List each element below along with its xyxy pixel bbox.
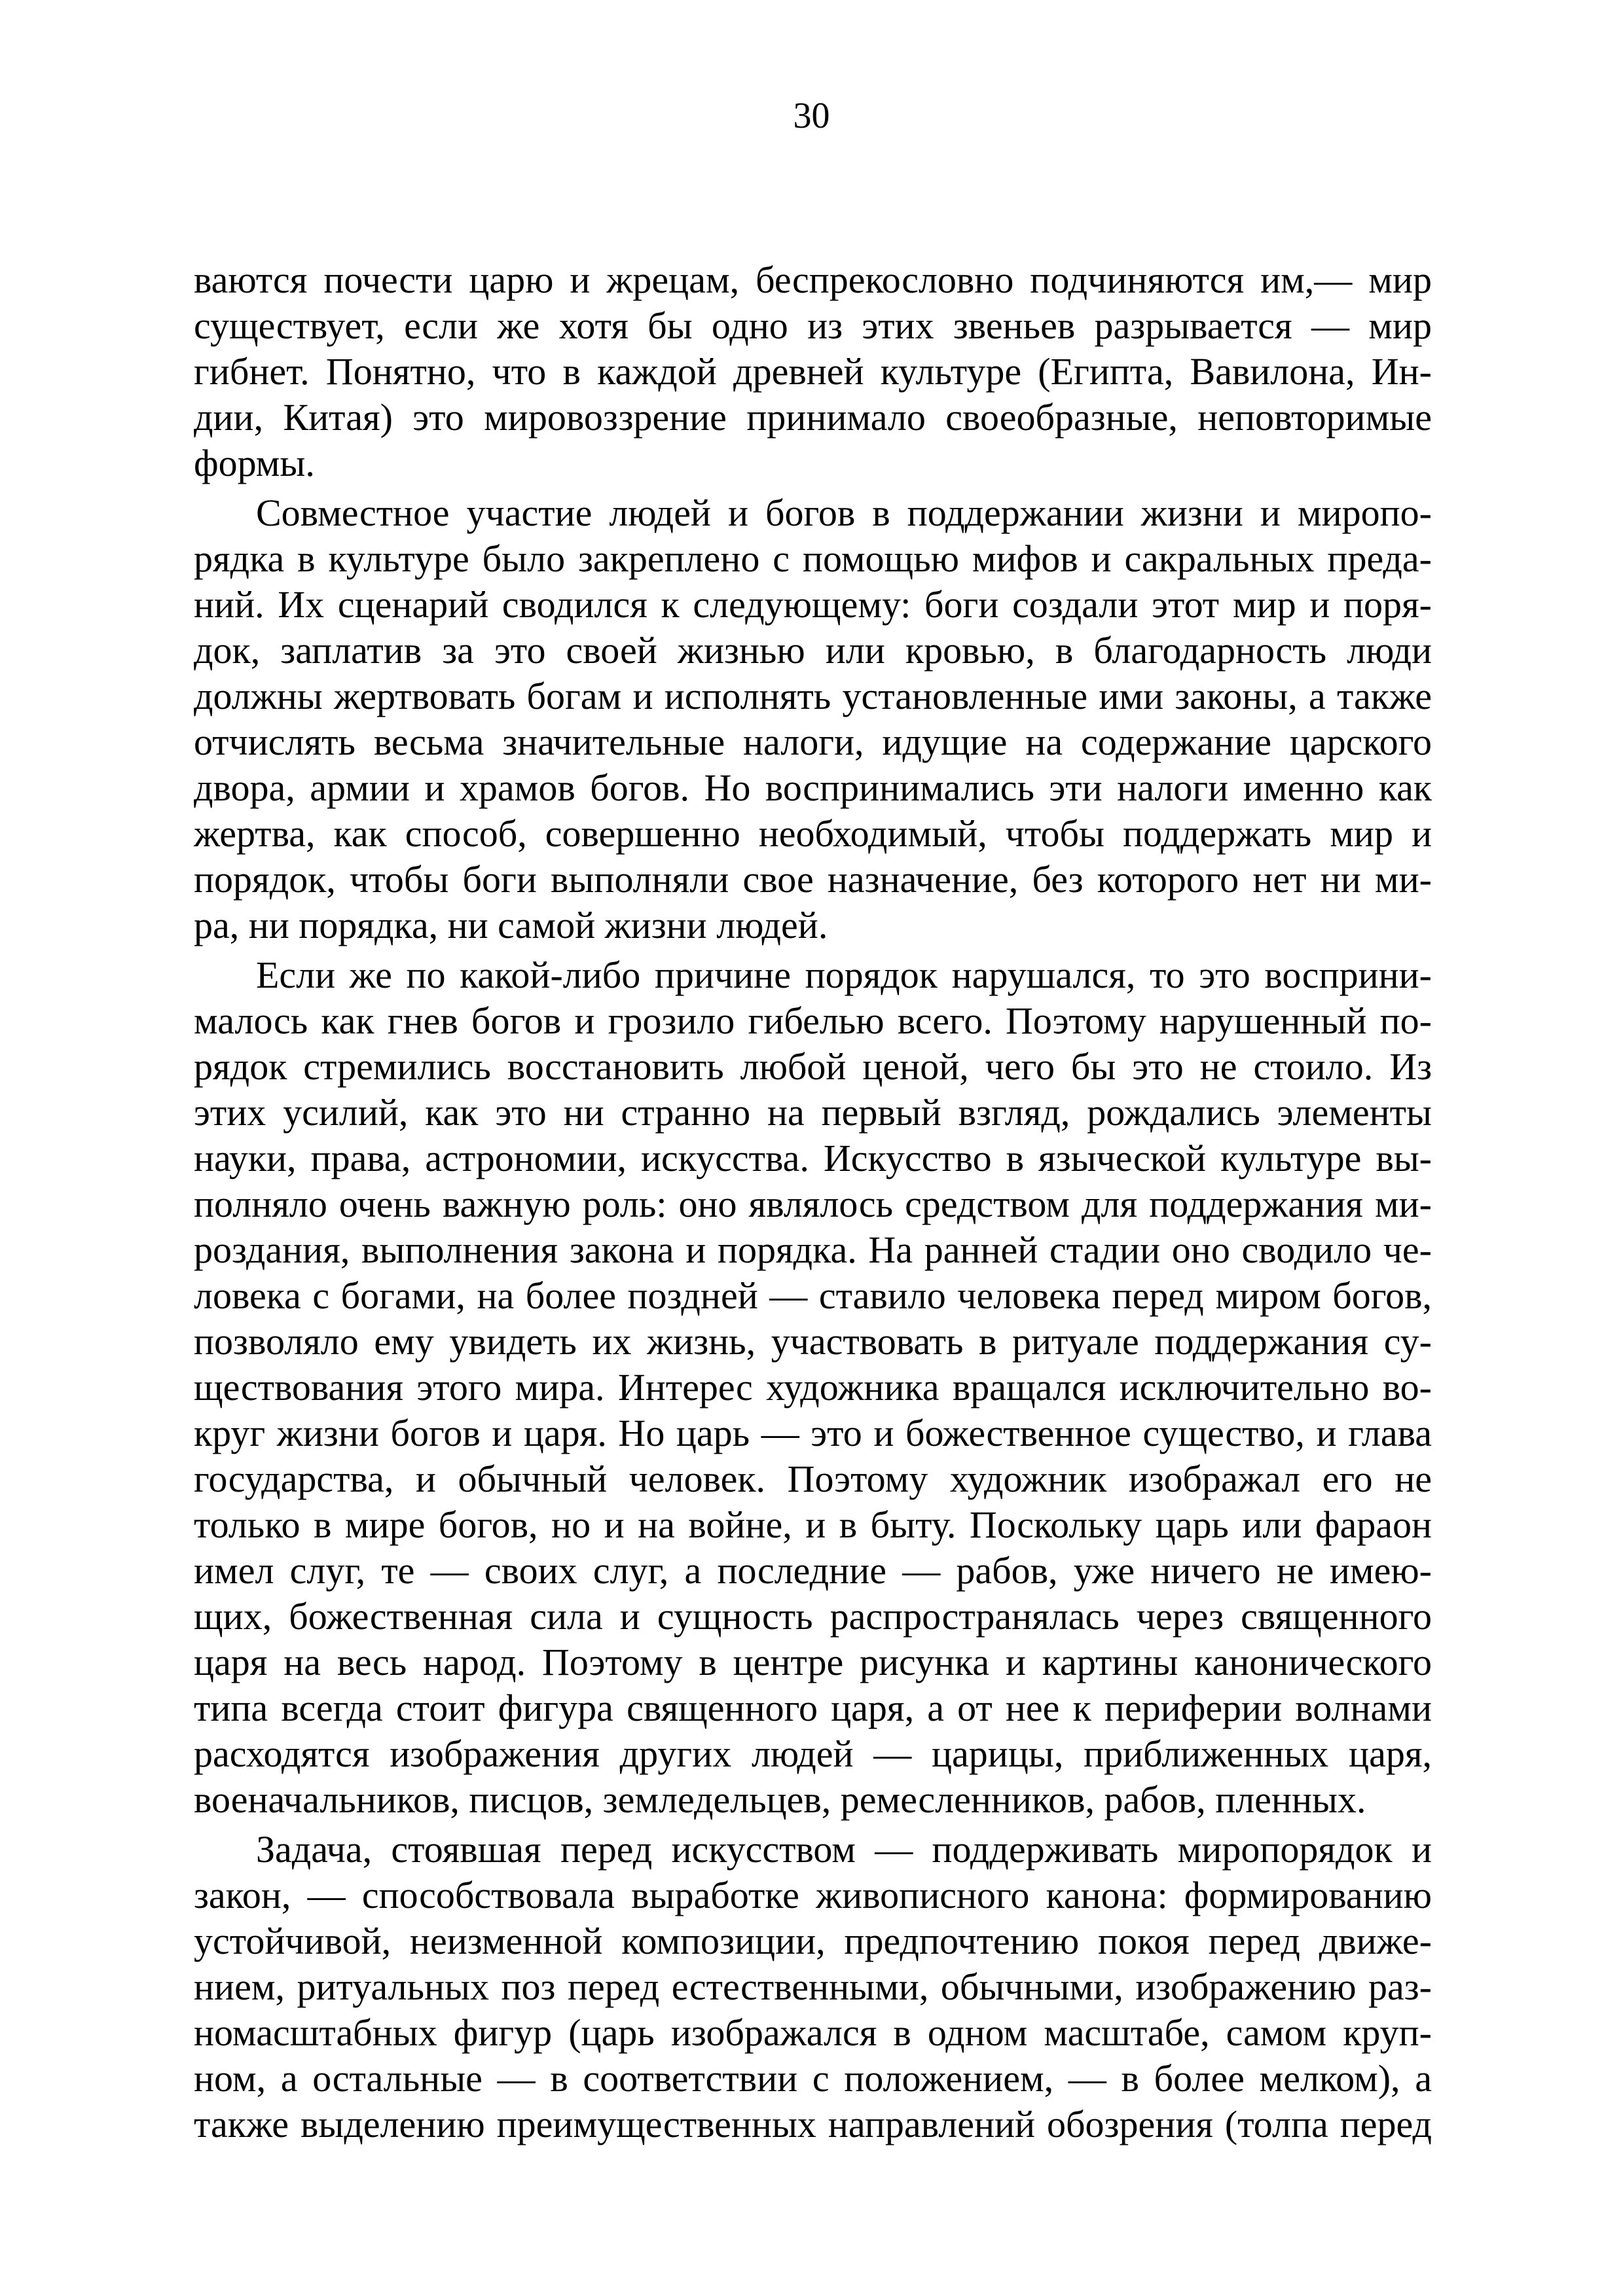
text-line: ществования этого мира. Интерес художника вращался исключительно во- (194, 1366, 1432, 1408)
text-line: отчислять весьма значительные налоги, идущие на содержание царского (194, 721, 1432, 763)
text-line: полняло очень важную роль: оно являлось средством для поддержания ми- (194, 1183, 1432, 1225)
paragraph (194, 257, 1432, 486)
text-line: устойчивой, неизменной композиции, предпочтению покоя перед движе- (194, 1920, 1432, 1962)
text-line: док, заплатив за это своей жизнью или кровью, в благодарность люди (194, 629, 1432, 672)
text-line: Совместное участие людей и богов в поддержании жизни и миропо- (256, 492, 1432, 534)
text-line: рядок стремились восстановить любой ценой, чего бы это не стоило. Из (194, 1045, 1432, 1088)
text-line: расходятся изображения других людей — царицы, приближенных царя, (194, 1732, 1432, 1775)
text-line: закон, — способствовала выработке живописного канона: формированию (194, 1874, 1432, 1916)
text-line: имел слуг, те — своих слуг, а последние — рабов, уже ничего не имею- (194, 1549, 1432, 1592)
text-line: двора, армии и храмов богов. Но воспринимались эти налоги именно как (194, 766, 1432, 809)
text-line: Если же по какой-либо причине порядок нарушался, то это восприни- (256, 954, 1432, 996)
text-line: должны жертвовать богам и исполнять установленные ими законы, а также (194, 675, 1432, 717)
text-line: формы. (194, 442, 315, 484)
text-line: роздания, выполнения закона и порядка. На ранней стадии оно сводило че- (194, 1229, 1432, 1271)
text-line: существует, если же хотя бы одно из этих звеньев разрывается — мир (194, 304, 1432, 347)
text-line: военачальников, писцов, земледельцев, ремесленников, рабов, пленных. (194, 1778, 1366, 1821)
text-line: нием, ритуальных поз перед естественными, обычными, изображению раз- (194, 1965, 1432, 2008)
text-line: Задача, стоявшая перед искусством — поддерживать миропорядок и (256, 1828, 1432, 1871)
text-line: типа всегда стоит фигура священного царя, а от нее к периферии волнами (194, 1687, 1432, 1729)
paragraph (194, 952, 1432, 1823)
text-line: жертва, как способ, совершенно необходимый, чтобы поддержать мир и (194, 812, 1432, 855)
text-line: рядка в культуре было закреплено с помощью мифов и сакральных преда- (194, 537, 1432, 580)
text-line: науки, права, астрономии, искусства. Искусство в языческой культуре вы- (194, 1137, 1432, 1179)
text-line: ра, ни порядка, ни самой жизни людей. (194, 904, 828, 946)
text-line: этих усилий, как это ни странно на первый взгляд, рождались элементы (194, 1091, 1432, 1134)
text-line: ний. Их сценарий сводился к следующему: боги создали этот мир и поря- (194, 583, 1432, 626)
text-line: ном, а остальные — в соответствии с положением, — в более мелком), а (194, 2057, 1432, 2100)
text-line: ловека с богами, на более поздней — ставило человека перед миром богов, (194, 1274, 1432, 1317)
text-line: позволяло ему увидеть их жизнь, участвовать в ритуале поддержания су- (194, 1320, 1432, 1363)
text-line: только в мире богов, но и на войне, и в быту. Поскольку царь или фараон (194, 1503, 1432, 1546)
text-line: также выделению преимущественных направлений обозрения (толпа перед (194, 2103, 1432, 2145)
text-line: дии, Китая) это мировоззрение принимало своеобразные, неповторимые (194, 396, 1432, 439)
text-line: царя на весь народ. Поэтому в центре рисунка и картины канонического (194, 1641, 1432, 1683)
text-line: малось как гнев богов и грозило гибелью всего. Поэтому нарушенный по- (194, 999, 1432, 1042)
paragraph (194, 490, 1432, 948)
text-line: порядок, чтобы боги выполняли свое назначение, без которого нет ни ми- (194, 858, 1432, 901)
paragraph (194, 1827, 1432, 2147)
text-line: номасштабных фигур (царь изображался в одном масштабе, самом круп- (194, 2011, 1432, 2054)
text-line: круг жизни богов и царя. Но царь — это и божественное существо, и глава (194, 1412, 1432, 1454)
text-line: щих, божественная сила и сущность распространялась через священного (194, 1595, 1432, 1638)
body-text (194, 257, 1432, 2151)
page-number: 30 (793, 96, 830, 136)
text-line: гибнет. Понятно, что в каждой древней культуре (Египта, Вавилона, Ин- (194, 350, 1432, 393)
text-line: ваются почести царю и жрецам, беспрекословно подчиняются им,— мир (194, 259, 1432, 301)
text-line: государства, и обычный человек. Поэтому художник изображал его не (194, 1458, 1432, 1500)
